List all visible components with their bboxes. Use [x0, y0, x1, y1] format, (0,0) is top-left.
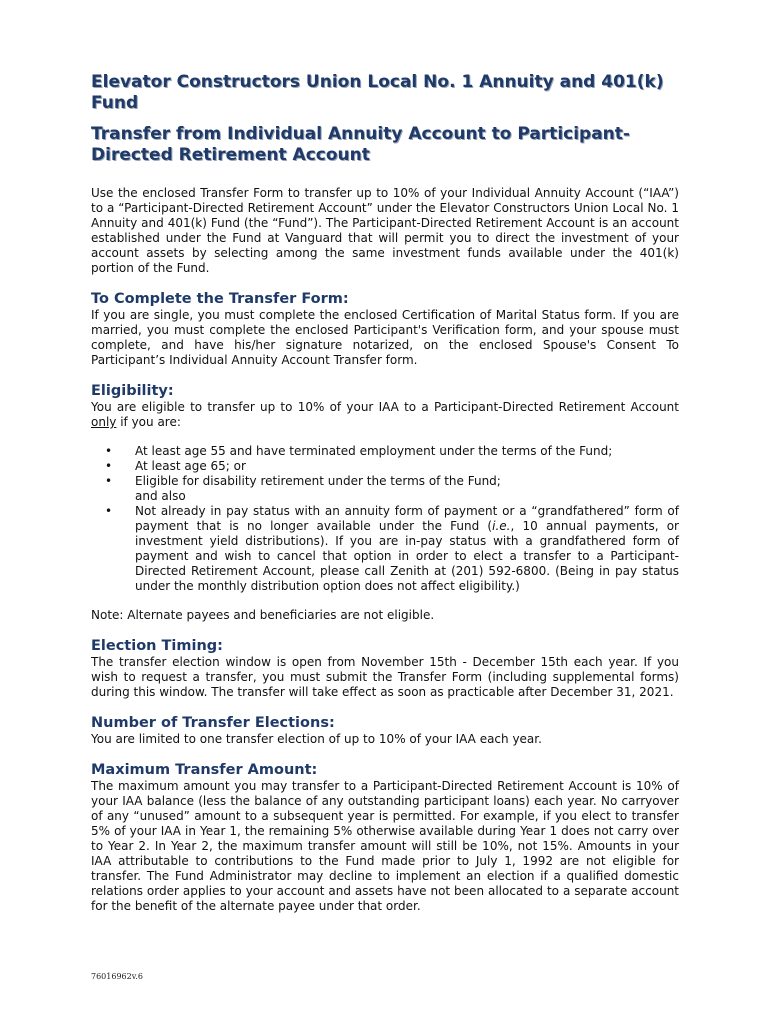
- document-title: Elevator Constructors Union Local No. 1 Annuity and 401(k) Fund: [91, 72, 664, 113]
- complete-heading: To Complete the Transfer Form:: [91, 291, 349, 307]
- list-item: [91, 474, 679, 504]
- timing-heading: Election Timing:: [91, 638, 223, 654]
- bullet-text: At least age 55 and have terminated employment under the terms of the Fund;: [135, 444, 613, 458]
- bullet-text-continuation: and also: [135, 489, 186, 503]
- bullet-icon: •: [105, 444, 113, 458]
- bullet-icon: •: [105, 504, 113, 518]
- timing-paragraph: The transfer election window is open from November 15th - December 15th each year. If you wish to request a transfer, you must submit the Transfer Form (including supplemental forms) during this window. The transfer will take effect as soon as practicable after December 31, 2021.: [91, 655, 679, 699]
- eligibility-paragraph: [91, 400, 679, 430]
- number-heading: Number of Transfer Elections:: [91, 715, 335, 731]
- maximum-heading: Maximum Transfer Amount:: [91, 762, 318, 778]
- list-item: [91, 444, 679, 459]
- bullet-text-ie: i.e.: [492, 519, 511, 533]
- list-item: [91, 504, 679, 594]
- note-paragraph: Note: Alternate payees and beneficiaries are not eligible.: [91, 608, 435, 622]
- bullet-text: Eligible for disability retirement under the terms of the Fund;: [135, 474, 501, 488]
- document-subtitle: Transfer from Individual Annuity Account to Participant-Directed Retirement Account: [91, 124, 630, 165]
- complete-paragraph: If you are single, you must complete the enclosed Certification of Marital Status form. If you are married, you must complete the enclosed Participant's Verification form, and your spouse must complete, and have his/her signature notarized, on the enclosed Spouse's Consent To Participant’s Individual Annuity Account Transfer form.: [91, 308, 679, 367]
- document-footer-id: 76016962v.6: [91, 972, 143, 981]
- intro-paragraph: Use the enclosed Transfer Form to transfer up to 10% of your Individual Annuity Account (“IAA”) to a “Participant-Directed Retirement Account” under the Elevator Constructors Union Local No. 1 Annuity and 401(k) Fund (the “Fund”). The Participant-Directed Retirement Account is an account established under the Fund at Vanguard that will permit you to direct the investment of your account assets by selecting among the same investment funds available under the 401(k) portion of the Fund.: [91, 186, 679, 275]
- eligibility-heading: Eligibility:: [91, 383, 174, 399]
- bullet-text-pre: Not already in pay status with an annuity form of payment or a “grandfathered” form of payment that is no longer available under the Fund (: [135, 504, 679, 533]
- number-paragraph: You are limited to one transfer election of up to 10% of your IAA each year.: [91, 732, 542, 746]
- bullet-text: At least age 65; or: [135, 459, 246, 473]
- bullet-icon: •: [105, 459, 113, 473]
- document-page: [91, 72, 679, 914]
- eligibility-text-post: if you are:: [116, 415, 181, 429]
- eligibility-text-pre: You are eligible to transfer up to 10% of your IAA to a Participant-Directed Retirement Account: [91, 400, 679, 414]
- maximum-paragraph: The maximum amount you may transfer to a Participant-Directed Retirement Account is 10% of your IAA balance (less the balance of any outstanding participant loans) each year. No carryover of any “unused” amount to a subsequent year is permitted. For example, if you elect to transfer 5% of your IAA in Year 1, the remaining 5% otherwise available during Year 1 does not carry over to Year 2. In Year 2, the maximum transfer amount will still be 10%, not 15%. Amounts in your IAA attributable to contributions to the Fund made prior to July 1, 1992 are not eligible for transfer. The Fund Administrator may decline to implement an election if a qualified domestic relations order applies to your account and assets have not been allocated to a separate account for the benefit of the alternate payee under that order.: [91, 779, 679, 913]
- list-item: [91, 459, 679, 474]
- eligibility-list: [91, 444, 679, 594]
- eligibility-only-underlined: only: [91, 415, 117, 429]
- bullet-icon: •: [105, 474, 113, 488]
- bullet-text-post: , 10 annual payments, or investment yield distributions). If you are in-pay status with a grandfathered form of payment and wish to cancel that option in order to elect a transfer to a Participant-Directed Retirement Account, please call Zenith at (201) 592-6800. (Being in pay status under the monthly distribution option does not affect eligibility.): [135, 519, 679, 593]
